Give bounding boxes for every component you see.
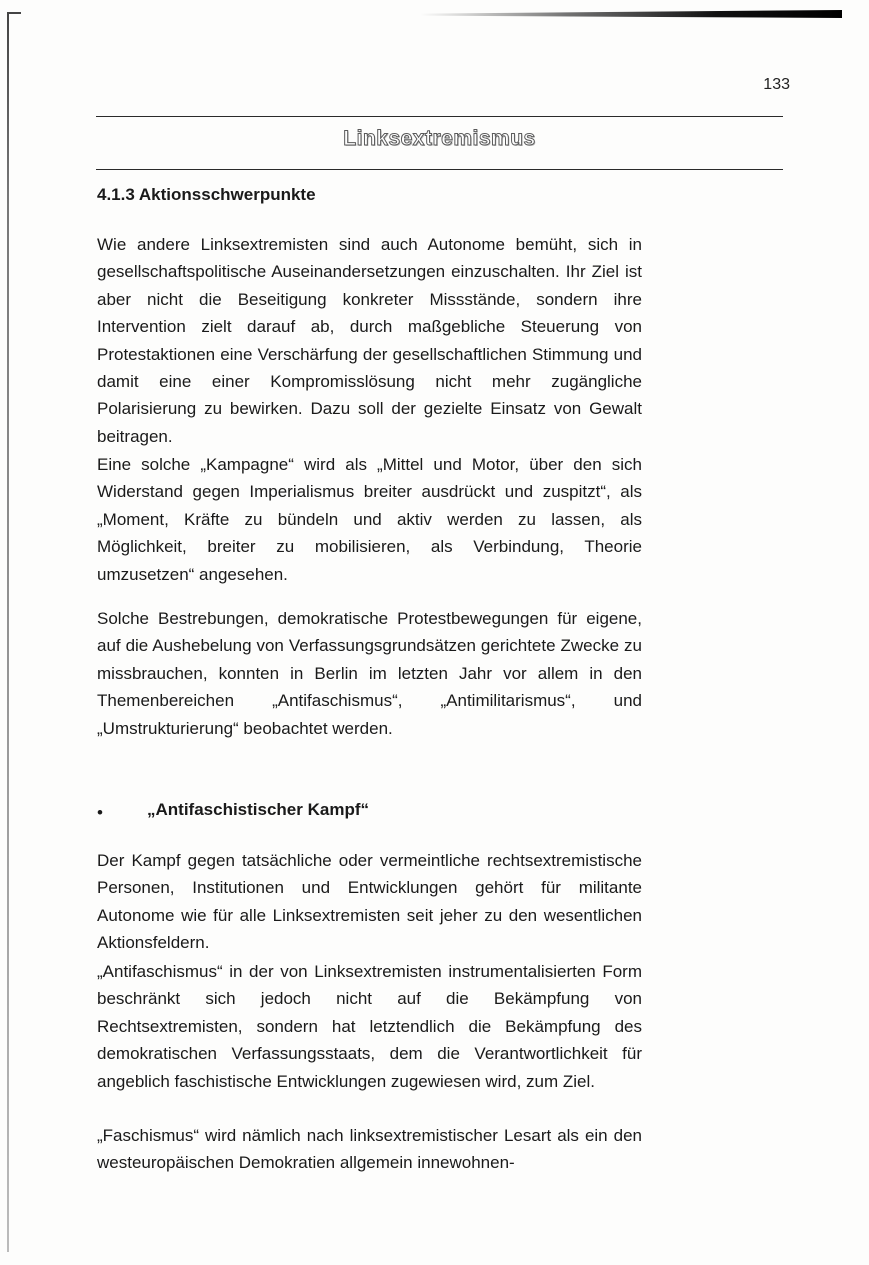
running-header: Linksextremismus <box>343 127 536 150</box>
paragraph-3: Solche Bestrebungen, demokratische Protestbewegungen für eigene, auf die Aushebelung von Verfassungsgrundsätzen gerichtete Zwecke zu missbrauchen, konnten in Berlin im letzten Jahr vor allem in den Themenbereichen „Antifaschismus“, „Antimilitarismus“, und „Umstrukturierung“ beobachtet werden. <box>97 609 642 738</box>
header-rule-bottom <box>96 169 783 170</box>
section-heading: 4.1.3 Aktionsschwerpunkte <box>97 185 316 204</box>
scan-edge-left <box>7 12 9 1252</box>
paragraph-5: „Antifaschismus“ in der von Linksextremisten instrumentalisierten Form beschränkt sich jedoch nicht auf die Bekämpfung von Rechtsextremisten, sondern hat letztendlich die Bekämpfung des demokratischen Verfassungsstaats, dem die Verantwortlichkeit für angeblich faschistische Entwicklungen zugewiesen wird, zum Ziel. <box>97 962 642 1091</box>
subsection-heading: „Antifaschistischer Kampf“ <box>147 800 369 819</box>
page-number: 133 <box>763 76 790 93</box>
scan-corner-mark <box>7 12 21 14</box>
paragraph-1: Wie andere Linksextremisten sind auch Autonome bemüht, sich in gesellschaftspolitische Auseinandersetzungen einzuschalten. Ihr Ziel ist aber nicht die Beseitigung konkreter Missstände, sondern ihre Intervention zielt darauf ab, durch maßgebliche Steuerung von Protestaktionen eine Verschärfung der gesellschaftlichen Stimmung und damit eine einer Kompromisslösung nicht mehr zugängliche Polarisierung zu bewirken. Dazu soll der gezielte Einsatz von Gewalt beitragen. <box>97 235 642 446</box>
paragraph-4: Der Kampf gegen tatsächliche oder vermeintliche rechtsextremistische Personen, Institutionen und Entwicklungen gehört für militante Autonome wie für alle Linksextremisten seit jeher zu den wesentlichen Aktionsfeldern. <box>97 851 642 953</box>
scan-edge-top <box>420 10 842 18</box>
header-rule-top <box>96 116 783 117</box>
bullet-marker: • <box>97 803 103 822</box>
paragraph-2: Eine solche „Kampagne“ wird als „Mittel und Motor, über den sich Widerstand gegen Imperialismus breiter ausdrückt und zuspitzt“, als „Moment, Kräfte zu bündeln und aktiv werden zu lassen, als Möglichkeit, breiter zu mobilisieren, als Verbindung, Theorie umzusetzen“ angesehen. <box>97 455 642 584</box>
paragraph-6: „Faschismus“ wird nämlich nach linksextremistischer Lesart als ein den westeuropäischen Demokratien allgemein innewohnen- <box>97 1126 642 1173</box>
